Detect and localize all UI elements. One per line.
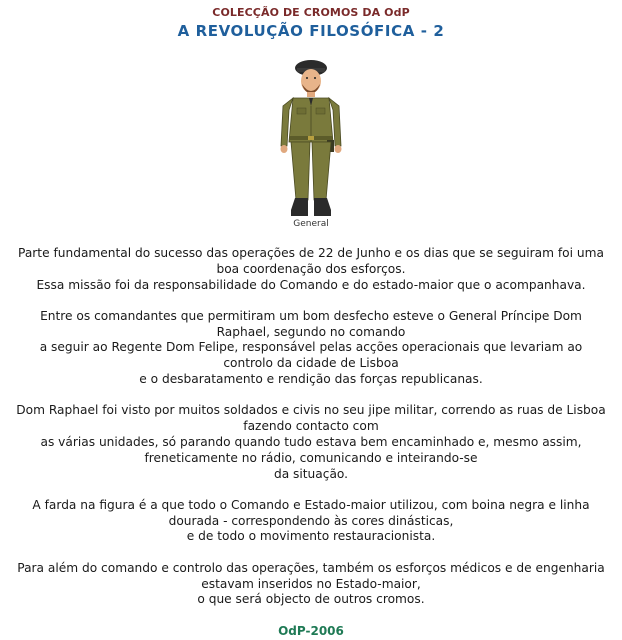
article-body (14, 246, 608, 624)
general-illustration (261, 50, 361, 230)
footer-signature: OdP-2006 (278, 624, 344, 638)
paragraph-1 (14, 246, 608, 293)
text-line: as várias unidades, só parando quando tudo estava bem encaminhado e, mesmo assim, freneticamente no rádio, comunicando e inteirando-se (40, 434, 582, 465)
text-line: a seguir ao Regente Dom Felipe, responsável pelas acções operacionais que levariam ao controlo da cidade de Lisboa (39, 340, 583, 371)
paragraph-4 (14, 498, 608, 545)
paragraph-5 (14, 561, 608, 608)
text-line: Essa missão foi da responsabilidade do Comando e do estado-maior que o acompanhava. (36, 277, 586, 292)
paragraph-2 (14, 309, 608, 388)
figure-caption: General (293, 219, 329, 229)
head-shape (301, 69, 321, 93)
text-line: e de todo o movimento restauracionista. (186, 529, 436, 544)
text-line: Parte fundamental do sucesso das operações de 22 de Junho e os dias que se seguiram foi uma boa coordenação dos esforços. (18, 246, 604, 276)
collection-title: COLECÇÃO DE CROMOS DA OdP (212, 6, 410, 19)
boots (291, 198, 308, 216)
text-line: Dom Raphael foi visto por muitos soldados e civis no seu jipe militar, correndo as ruas de Lisboa fazendo contacto com (16, 403, 606, 434)
text-line: A farda na figura é a que todo o Comando e Estado-maior utilizou, com boina negra e linha dourada - correspondendo às cores dinásticas, (32, 497, 590, 528)
text-line: Entre os comandantes que permitiram um bom desfecho esteve o General Príncipe Dom Raphael, segundo no comando (40, 308, 582, 339)
paragraph-3 (14, 403, 608, 482)
text-line: e o desbaratamento e rendição das forças republicanas. (139, 372, 483, 387)
uniform-trousers (291, 142, 310, 200)
text-line: o que será objecto de outros cromos. (197, 592, 425, 607)
page-title: A REVOLUÇÃO FILOSÓFICA - 2 (177, 22, 445, 40)
text-line: da situação. (273, 466, 349, 481)
text-line: Para além do comando e controlo das operações, também os esforços médicos e de engenharia estavam inseridos no Estado-maior, (17, 560, 605, 591)
